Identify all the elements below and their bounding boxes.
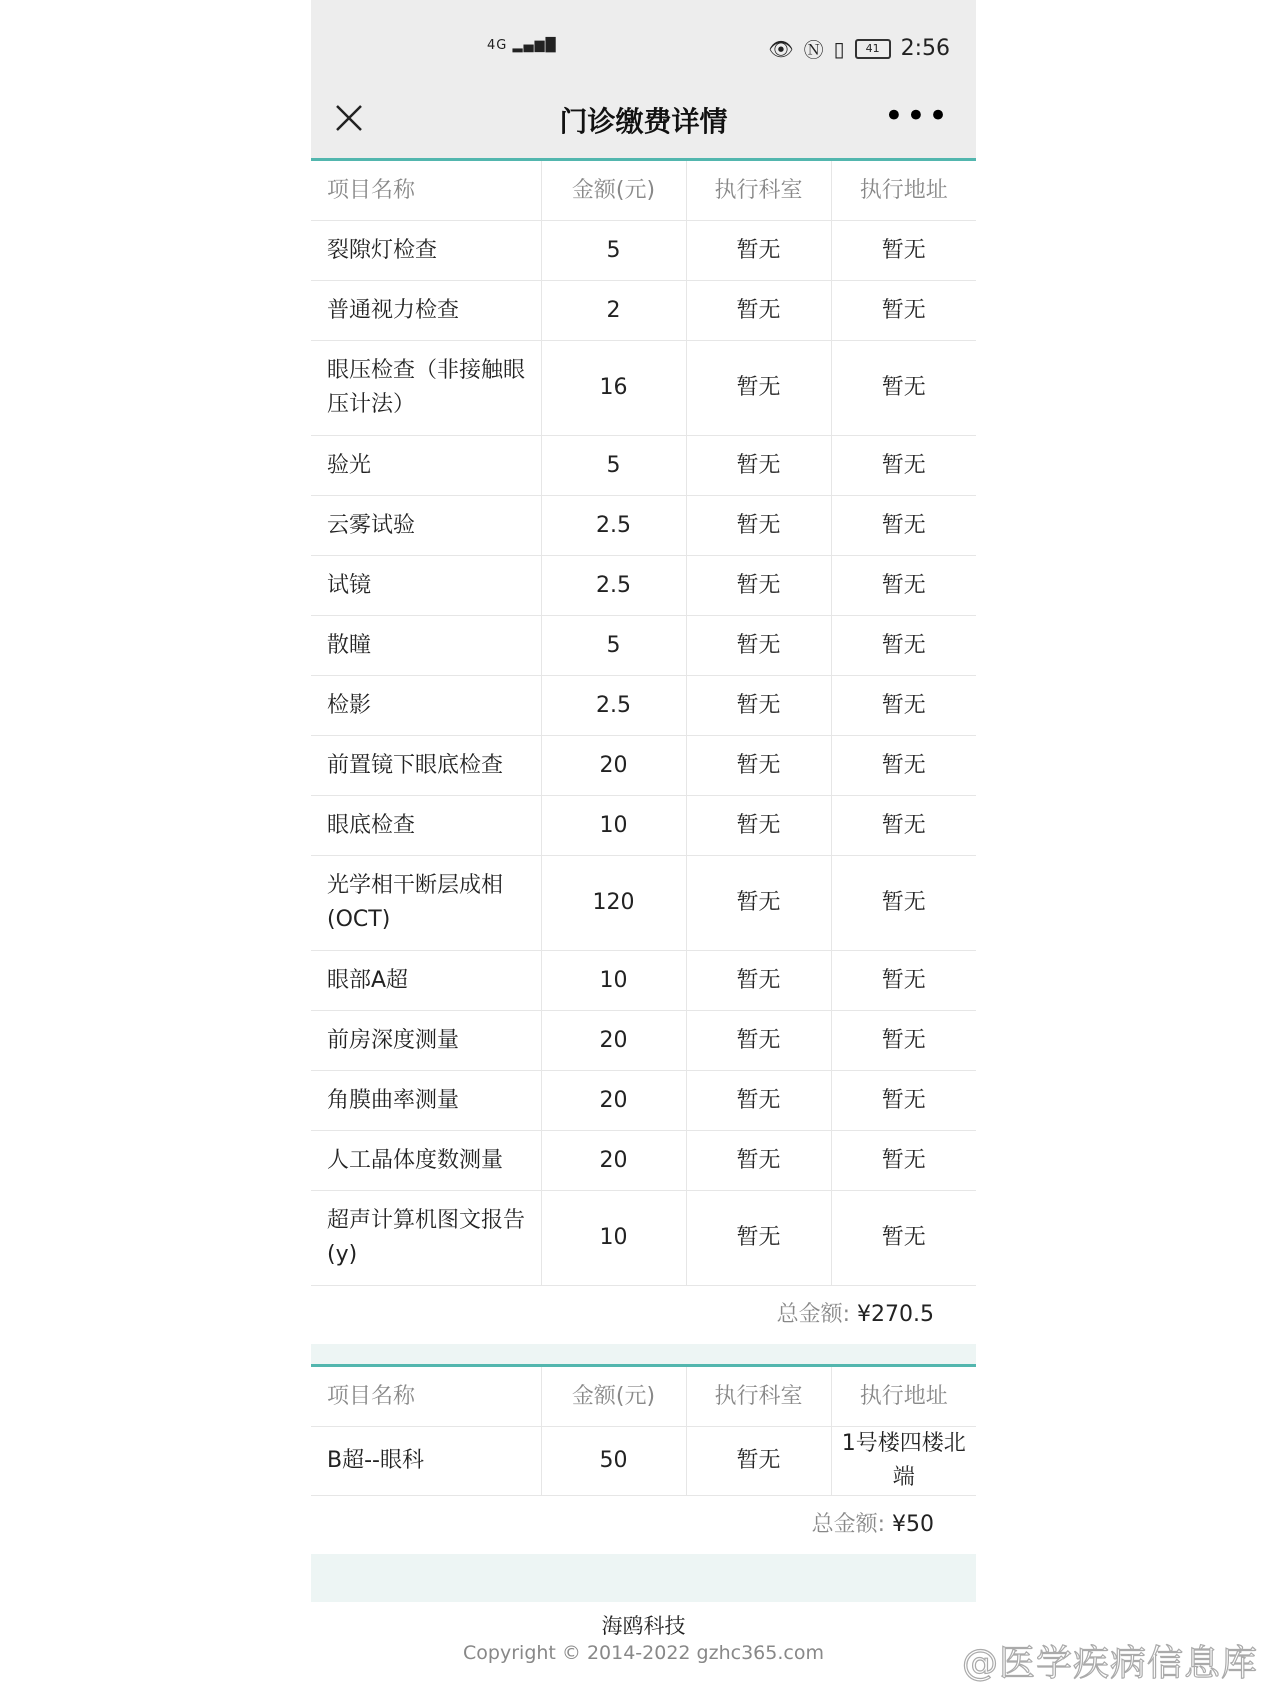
table-row [311,496,976,556]
cell-name: 角膜曲率测量 [311,1071,541,1131]
cell-name: 验光 [311,436,541,496]
cell-amount: 20 [541,1071,686,1131]
total-value: ¥50 [892,1512,934,1537]
cell-amount: 2.5 [541,676,686,736]
cell-address: 暂无 [831,676,976,736]
cell-name: 散瞳 [311,616,541,676]
cell-name: 眼部A超 [311,951,541,1011]
cell-address: 暂无 [831,1011,976,1071]
cell-amount: 120 [541,856,686,951]
battery-level: 41 [865,42,880,55]
cell-dept: 暂无 [686,856,831,951]
cell-dept: 暂无 [686,1071,831,1131]
signal-icon: 4G ▂▄▆█ [487,38,557,53]
cell-dept: 暂无 [686,221,831,281]
cell-address: 暂无 [831,436,976,496]
footer-company: 海鸥科技 [601,1614,686,1638]
cell-dept: 暂无 [686,676,831,736]
status-icons [768,34,950,63]
table-header-row [311,161,976,221]
cell-amount: 20 [541,1011,686,1071]
cell-name: 试镜 [311,556,541,616]
cell-amount: 20 [541,736,686,796]
cell-name: 超声计算机图文报告(y) [311,1191,541,1286]
cell-dept: 暂无 [686,341,831,436]
eye-icon: 👁 [768,36,794,61]
cell-amount: 10 [541,951,686,1011]
cell-dept: 暂无 [686,281,831,341]
cell-address: 暂无 [831,856,976,951]
table-header-row [311,1367,976,1427]
battery-icon [855,39,891,59]
section-gap [311,1344,976,1364]
total-row-1 [311,1286,976,1344]
cell-amount: 2.5 [541,496,686,556]
table-row [311,1131,976,1191]
page-header [311,96,976,158]
table-row [311,736,976,796]
cell-address: 暂无 [831,281,976,341]
cell-amount: 5 [541,221,686,281]
table-row [311,796,976,856]
page-title: 门诊缴费详情 [559,105,728,138]
cell-amount: 10 [541,796,686,856]
status-bar [311,0,976,96]
cell-dept: 暂无 [686,496,831,556]
nfc-icon: Ⓝ [803,38,824,62]
cell-address: 暂无 [831,221,976,281]
watermark: @医学疾病信息库 [961,1643,1258,1684]
col-header-amount: 金额(元) [541,1367,686,1427]
cell-name: 人工晶体度数测量 [311,1131,541,1191]
more-menu-button[interactable] [884,96,950,136]
total-row-2 [311,1496,976,1554]
cell-dept: 暂无 [686,436,831,496]
table-row [311,341,976,436]
col-header-address: 执行地址 [831,1367,976,1427]
col-header-address: 执行地址 [831,161,976,221]
cell-address: 暂无 [831,951,976,1011]
cell-dept: 暂无 [686,556,831,616]
table-row [311,436,976,496]
cell-name: 普通视力检查 [311,281,541,341]
cell-address: 暂无 [831,616,976,676]
table-row [311,1191,976,1286]
col-header-name: 项目名称 [311,1367,541,1427]
col-header-dept: 执行科室 [686,161,831,221]
cell-address: 暂无 [831,796,976,856]
cell-address: 暂无 [831,556,976,616]
cell-name: 眼压检查（非接触眼压计法） [311,341,541,436]
cell-amount: 2 [541,281,686,341]
cell-address: 1号楼四楼北端 [831,1427,976,1496]
clock: 2:56 [900,36,950,61]
cell-amount: 16 [541,341,686,436]
cell-dept: 暂无 [686,1011,831,1071]
vibrate-icon: ▯ [833,36,845,61]
network-label: 4G [487,38,508,53]
col-header-dept: 执行科室 [686,1367,831,1427]
table-row [311,616,976,676]
footer-gap [311,1554,976,1602]
table-row [311,1011,976,1071]
more-dots-icon: ••• [883,96,950,136]
cell-name: 眼底检查 [311,796,541,856]
cell-dept: 暂无 [686,736,831,796]
cell-dept: 暂无 [686,951,831,1011]
cell-dept: 暂无 [686,1131,831,1191]
cell-address: 暂无 [831,736,976,796]
total-label: 总金额: [776,1302,851,1327]
cell-amount: 5 [541,436,686,496]
cell-dept: 暂无 [686,1191,831,1286]
table-row [311,951,976,1011]
cell-amount: 50 [541,1427,686,1496]
cell-address: 暂无 [831,496,976,556]
cell-dept: 暂无 [686,1427,831,1496]
col-header-amount: 金额(元) [541,161,686,221]
table-row [311,1427,976,1496]
cell-name: 裂隙灯检查 [311,221,541,281]
cell-name: 云雾试验 [311,496,541,556]
cell-name: 前置镜下眼底检查 [311,736,541,796]
table-row [311,856,976,951]
cell-address: 暂无 [831,1071,976,1131]
cell-amount: 2.5 [541,556,686,616]
table-row [311,221,976,281]
table-row [311,1071,976,1131]
cell-name: 检影 [311,676,541,736]
table-row [311,676,976,736]
total-value: ¥270.5 [857,1302,934,1327]
col-header-name: 项目名称 [311,161,541,221]
cell-address: 暂无 [831,341,976,436]
cell-dept: 暂无 [686,616,831,676]
table-row [311,281,976,341]
fee-table-2 [311,1367,976,1496]
table-row [311,556,976,616]
cell-name: B超--眼科 [311,1427,541,1496]
cell-dept: 暂无 [686,796,831,856]
cell-name: 光学相干断层成相(OCT) [311,856,541,951]
cell-address: 暂无 [831,1191,976,1286]
cell-address: 暂无 [831,1131,976,1191]
phone-screen [311,0,976,1706]
fee-table-1 [311,161,976,1286]
footer-copyright: Copyright © 2014-2022 gzhc365.com [463,1642,824,1664]
cell-name: 前房深度测量 [311,1011,541,1071]
cell-amount: 20 [541,1131,686,1191]
cell-amount: 10 [541,1191,686,1286]
cell-amount: 5 [541,616,686,676]
total-label: 总金额: [811,1512,885,1537]
